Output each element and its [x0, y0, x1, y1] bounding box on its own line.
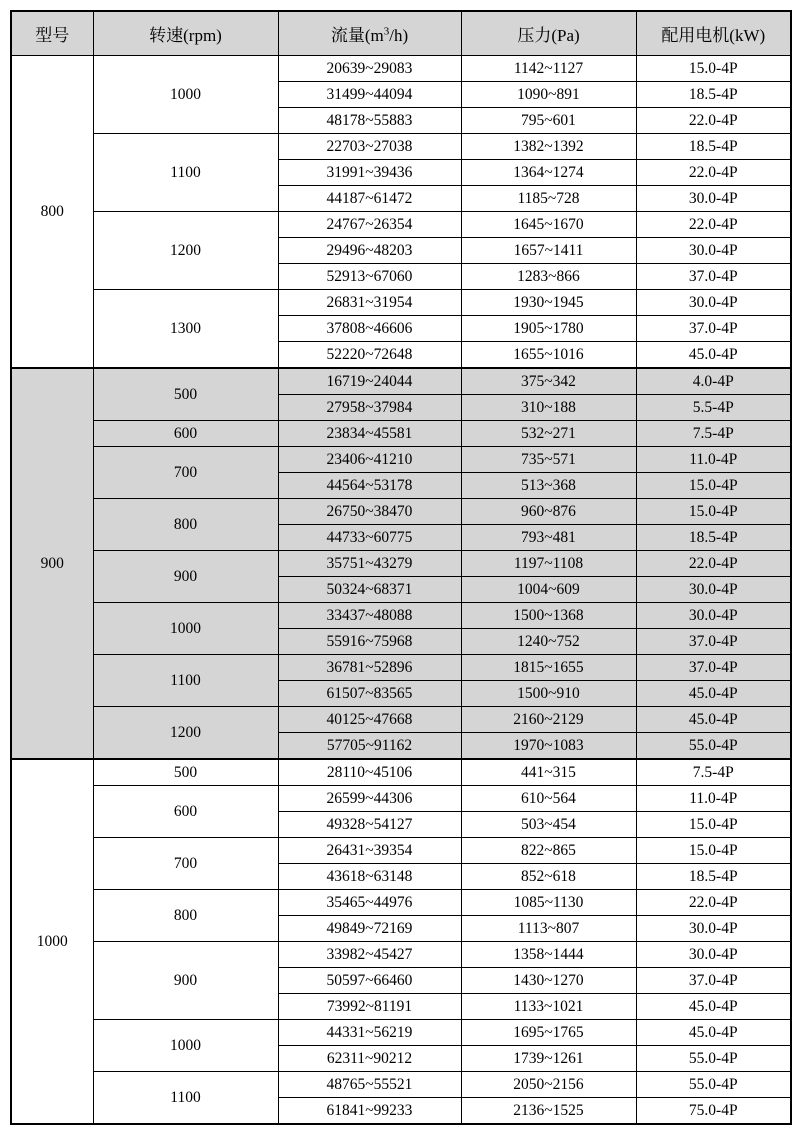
flow-cell: 40125~47668	[278, 707, 461, 733]
speed-cell: 800	[93, 890, 278, 942]
motor-cell: 22.0-4P	[636, 890, 791, 916]
motor-cell: 30.0-4P	[636, 577, 791, 603]
pressure-cell: 1695~1765	[461, 1020, 636, 1046]
motor-cell: 15.0-4P	[636, 838, 791, 864]
spec-table	[10, 10, 792, 1125]
motor-cell: 22.0-4P	[636, 212, 791, 238]
flow-header-superscript: 3	[383, 25, 390, 38]
speed-cell: 800	[93, 499, 278, 551]
motor-cell: 37.0-4P	[636, 968, 791, 994]
speed-cell: 1200	[93, 212, 278, 290]
speed-cell: 1100	[93, 1072, 278, 1125]
column-header-speed: 转速(rpm)	[93, 11, 278, 56]
pressure-cell: 1185~728	[461, 186, 636, 212]
pressure-cell: 822~865	[461, 838, 636, 864]
motor-cell: 37.0-4P	[636, 316, 791, 342]
flow-cell: 29496~48203	[278, 238, 461, 264]
pressure-cell: 513~368	[461, 473, 636, 499]
column-header-flow	[278, 11, 461, 56]
pressure-cell: 1739~1261	[461, 1046, 636, 1072]
motor-cell: 45.0-4P	[636, 707, 791, 733]
flow-cell: 73992~81191	[278, 994, 461, 1020]
flow-cell: 48178~55883	[278, 108, 461, 134]
flow-cell: 50597~66460	[278, 968, 461, 994]
table-row	[11, 290, 791, 316]
flow-cell: 35751~43279	[278, 551, 461, 577]
table-row	[11, 551, 791, 577]
motor-cell: 18.5-4P	[636, 525, 791, 551]
flow-cell: 26599~44306	[278, 786, 461, 812]
motor-cell: 18.5-4P	[636, 82, 791, 108]
speed-cell: 900	[93, 942, 278, 1020]
motor-cell: 45.0-4P	[636, 1020, 791, 1046]
model-cell: 1000	[11, 759, 93, 1124]
table-row	[11, 890, 791, 916]
pressure-cell: 1364~1274	[461, 160, 636, 186]
speed-cell: 1000	[93, 56, 278, 134]
motor-cell: 55.0-4P	[636, 1072, 791, 1098]
flow-cell: 44187~61472	[278, 186, 461, 212]
speed-cell: 1200	[93, 707, 278, 760]
motor-cell: 37.0-4P	[636, 264, 791, 290]
flow-cell: 31499~44094	[278, 82, 461, 108]
pressure-cell: 1358~1444	[461, 942, 636, 968]
motor-cell: 18.5-4P	[636, 864, 791, 890]
flow-cell: 33437~48088	[278, 603, 461, 629]
pressure-cell: 1430~1270	[461, 968, 636, 994]
flow-cell: 24767~26354	[278, 212, 461, 238]
motor-cell: 15.0-4P	[636, 56, 791, 82]
flow-cell: 37808~46606	[278, 316, 461, 342]
motor-cell: 30.0-4P	[636, 916, 791, 942]
motor-cell: 30.0-4P	[636, 603, 791, 629]
speed-cell: 1000	[93, 1020, 278, 1072]
column-header-motor: 配用电机(kW)	[636, 11, 791, 56]
motor-cell: 30.0-4P	[636, 942, 791, 968]
pressure-cell: 1142~1127	[461, 56, 636, 82]
flow-cell: 48765~55521	[278, 1072, 461, 1098]
pressure-cell: 1655~1016	[461, 342, 636, 369]
pressure-cell: 503~454	[461, 812, 636, 838]
motor-cell: 45.0-4P	[636, 681, 791, 707]
speed-cell: 500	[93, 759, 278, 786]
motor-cell: 55.0-4P	[636, 1046, 791, 1072]
motor-cell: 30.0-4P	[636, 186, 791, 212]
motor-cell: 11.0-4P	[636, 786, 791, 812]
motor-cell: 30.0-4P	[636, 290, 791, 316]
pressure-cell: 1133~1021	[461, 994, 636, 1020]
pressure-cell: 1085~1130	[461, 890, 636, 916]
flow-cell: 27958~37984	[278, 395, 461, 421]
column-header-model: 型号	[11, 11, 93, 56]
table-row	[11, 707, 791, 733]
flow-cell: 52913~67060	[278, 264, 461, 290]
pressure-cell: 1500~910	[461, 681, 636, 707]
flow-cell: 44564~53178	[278, 473, 461, 499]
motor-cell: 4.0-4P	[636, 368, 791, 395]
table-row	[11, 134, 791, 160]
motor-cell: 15.0-4P	[636, 499, 791, 525]
pressure-cell: 735~571	[461, 447, 636, 473]
pressure-cell: 441~315	[461, 759, 636, 786]
column-header-pressure: 压力(Pa)	[461, 11, 636, 56]
motor-cell: 15.0-4P	[636, 473, 791, 499]
motor-cell: 75.0-4P	[636, 1098, 791, 1125]
speed-cell: 1300	[93, 290, 278, 369]
table-row	[11, 759, 791, 786]
pressure-cell: 1004~609	[461, 577, 636, 603]
table-row	[11, 1020, 791, 1046]
flow-cell: 33982~45427	[278, 942, 461, 968]
pressure-cell: 795~601	[461, 108, 636, 134]
pressure-cell: 532~271	[461, 421, 636, 447]
motor-cell: 22.0-4P	[636, 160, 791, 186]
speed-cell: 700	[93, 838, 278, 890]
pressure-cell: 1657~1411	[461, 238, 636, 264]
speed-cell: 500	[93, 368, 278, 421]
header-row	[11, 11, 791, 56]
flow-cell: 44733~60775	[278, 525, 461, 551]
speed-cell: 600	[93, 421, 278, 447]
pressure-cell: 1240~752	[461, 629, 636, 655]
motor-cell: 45.0-4P	[636, 342, 791, 369]
motor-cell: 22.0-4P	[636, 551, 791, 577]
flow-cell: 52220~72648	[278, 342, 461, 369]
flow-cell: 61841~99233	[278, 1098, 461, 1125]
flow-cell: 50324~68371	[278, 577, 461, 603]
table-row	[11, 942, 791, 968]
flow-cell: 16719~24044	[278, 368, 461, 395]
table-row	[11, 56, 791, 82]
pressure-cell: 1197~1108	[461, 551, 636, 577]
flow-cell: 49328~54127	[278, 812, 461, 838]
speed-cell: 1100	[93, 655, 278, 707]
flow-cell: 20639~29083	[278, 56, 461, 82]
motor-cell: 7.5-4P	[636, 421, 791, 447]
pressure-cell: 375~342	[461, 368, 636, 395]
model-cell: 800	[11, 56, 93, 369]
flow-cell: 55916~75968	[278, 629, 461, 655]
pressure-cell: 1815~1655	[461, 655, 636, 681]
table-row	[11, 368, 791, 395]
table-row	[11, 838, 791, 864]
pressure-cell: 2160~2129	[461, 707, 636, 733]
pressure-cell: 1113~807	[461, 916, 636, 942]
pressure-cell: 960~876	[461, 499, 636, 525]
flow-cell: 26750~38470	[278, 499, 461, 525]
flow-cell: 61507~83565	[278, 681, 461, 707]
pressure-cell: 1090~891	[461, 82, 636, 108]
table-row	[11, 212, 791, 238]
motor-cell: 22.0-4P	[636, 108, 791, 134]
speed-cell: 700	[93, 447, 278, 499]
flow-cell: 36781~52896	[278, 655, 461, 681]
pressure-cell: 1500~1368	[461, 603, 636, 629]
flow-cell: 28110~45106	[278, 759, 461, 786]
flow-cell: 44331~56219	[278, 1020, 461, 1046]
speed-cell: 1100	[93, 134, 278, 212]
flow-header-prefix: 流量(m	[330, 26, 384, 45]
flow-cell: 57705~91162	[278, 733, 461, 760]
pressure-cell: 1970~1083	[461, 733, 636, 760]
motor-cell: 7.5-4P	[636, 759, 791, 786]
speed-cell: 1000	[93, 603, 278, 655]
table-row	[11, 421, 791, 447]
flow-cell: 22703~27038	[278, 134, 461, 160]
pressure-cell: 310~188	[461, 395, 636, 421]
flow-cell: 23834~45581	[278, 421, 461, 447]
pressure-cell: 852~618	[461, 864, 636, 890]
pressure-cell: 793~481	[461, 525, 636, 551]
motor-cell: 55.0-4P	[636, 733, 791, 760]
flow-cell: 26431~39354	[278, 838, 461, 864]
flow-header-suffix: /h)	[389, 26, 409, 45]
pressure-cell: 2136~1525	[461, 1098, 636, 1125]
motor-cell: 45.0-4P	[636, 994, 791, 1020]
pressure-cell: 610~564	[461, 786, 636, 812]
flow-cell: 23406~41210	[278, 447, 461, 473]
table-row	[11, 603, 791, 629]
pressure-cell: 1382~1392	[461, 134, 636, 160]
flow-cell: 62311~90212	[278, 1046, 461, 1072]
pressure-cell: 1283~866	[461, 264, 636, 290]
motor-cell: 18.5-4P	[636, 134, 791, 160]
motor-cell: 30.0-4P	[636, 238, 791, 264]
table-row	[11, 655, 791, 681]
pressure-cell: 1930~1945	[461, 290, 636, 316]
speed-cell: 900	[93, 551, 278, 603]
speed-cell: 600	[93, 786, 278, 838]
motor-cell: 15.0-4P	[636, 812, 791, 838]
pressure-cell: 1645~1670	[461, 212, 636, 238]
table-header	[11, 11, 791, 56]
flow-cell: 43618~63148	[278, 864, 461, 890]
flow-cell: 26831~31954	[278, 290, 461, 316]
motor-cell: 37.0-4P	[636, 655, 791, 681]
table-row	[11, 786, 791, 812]
table-row	[11, 447, 791, 473]
model-cell: 900	[11, 368, 93, 759]
motor-cell: 37.0-4P	[636, 629, 791, 655]
table-body	[11, 56, 791, 1125]
table-row	[11, 499, 791, 525]
flow-cell: 35465~44976	[278, 890, 461, 916]
flow-cell: 31991~39436	[278, 160, 461, 186]
table-row	[11, 1072, 791, 1098]
flow-cell: 49849~72169	[278, 916, 461, 942]
motor-cell: 5.5-4P	[636, 395, 791, 421]
pressure-cell: 2050~2156	[461, 1072, 636, 1098]
pressure-cell: 1905~1780	[461, 316, 636, 342]
motor-cell: 11.0-4P	[636, 447, 791, 473]
